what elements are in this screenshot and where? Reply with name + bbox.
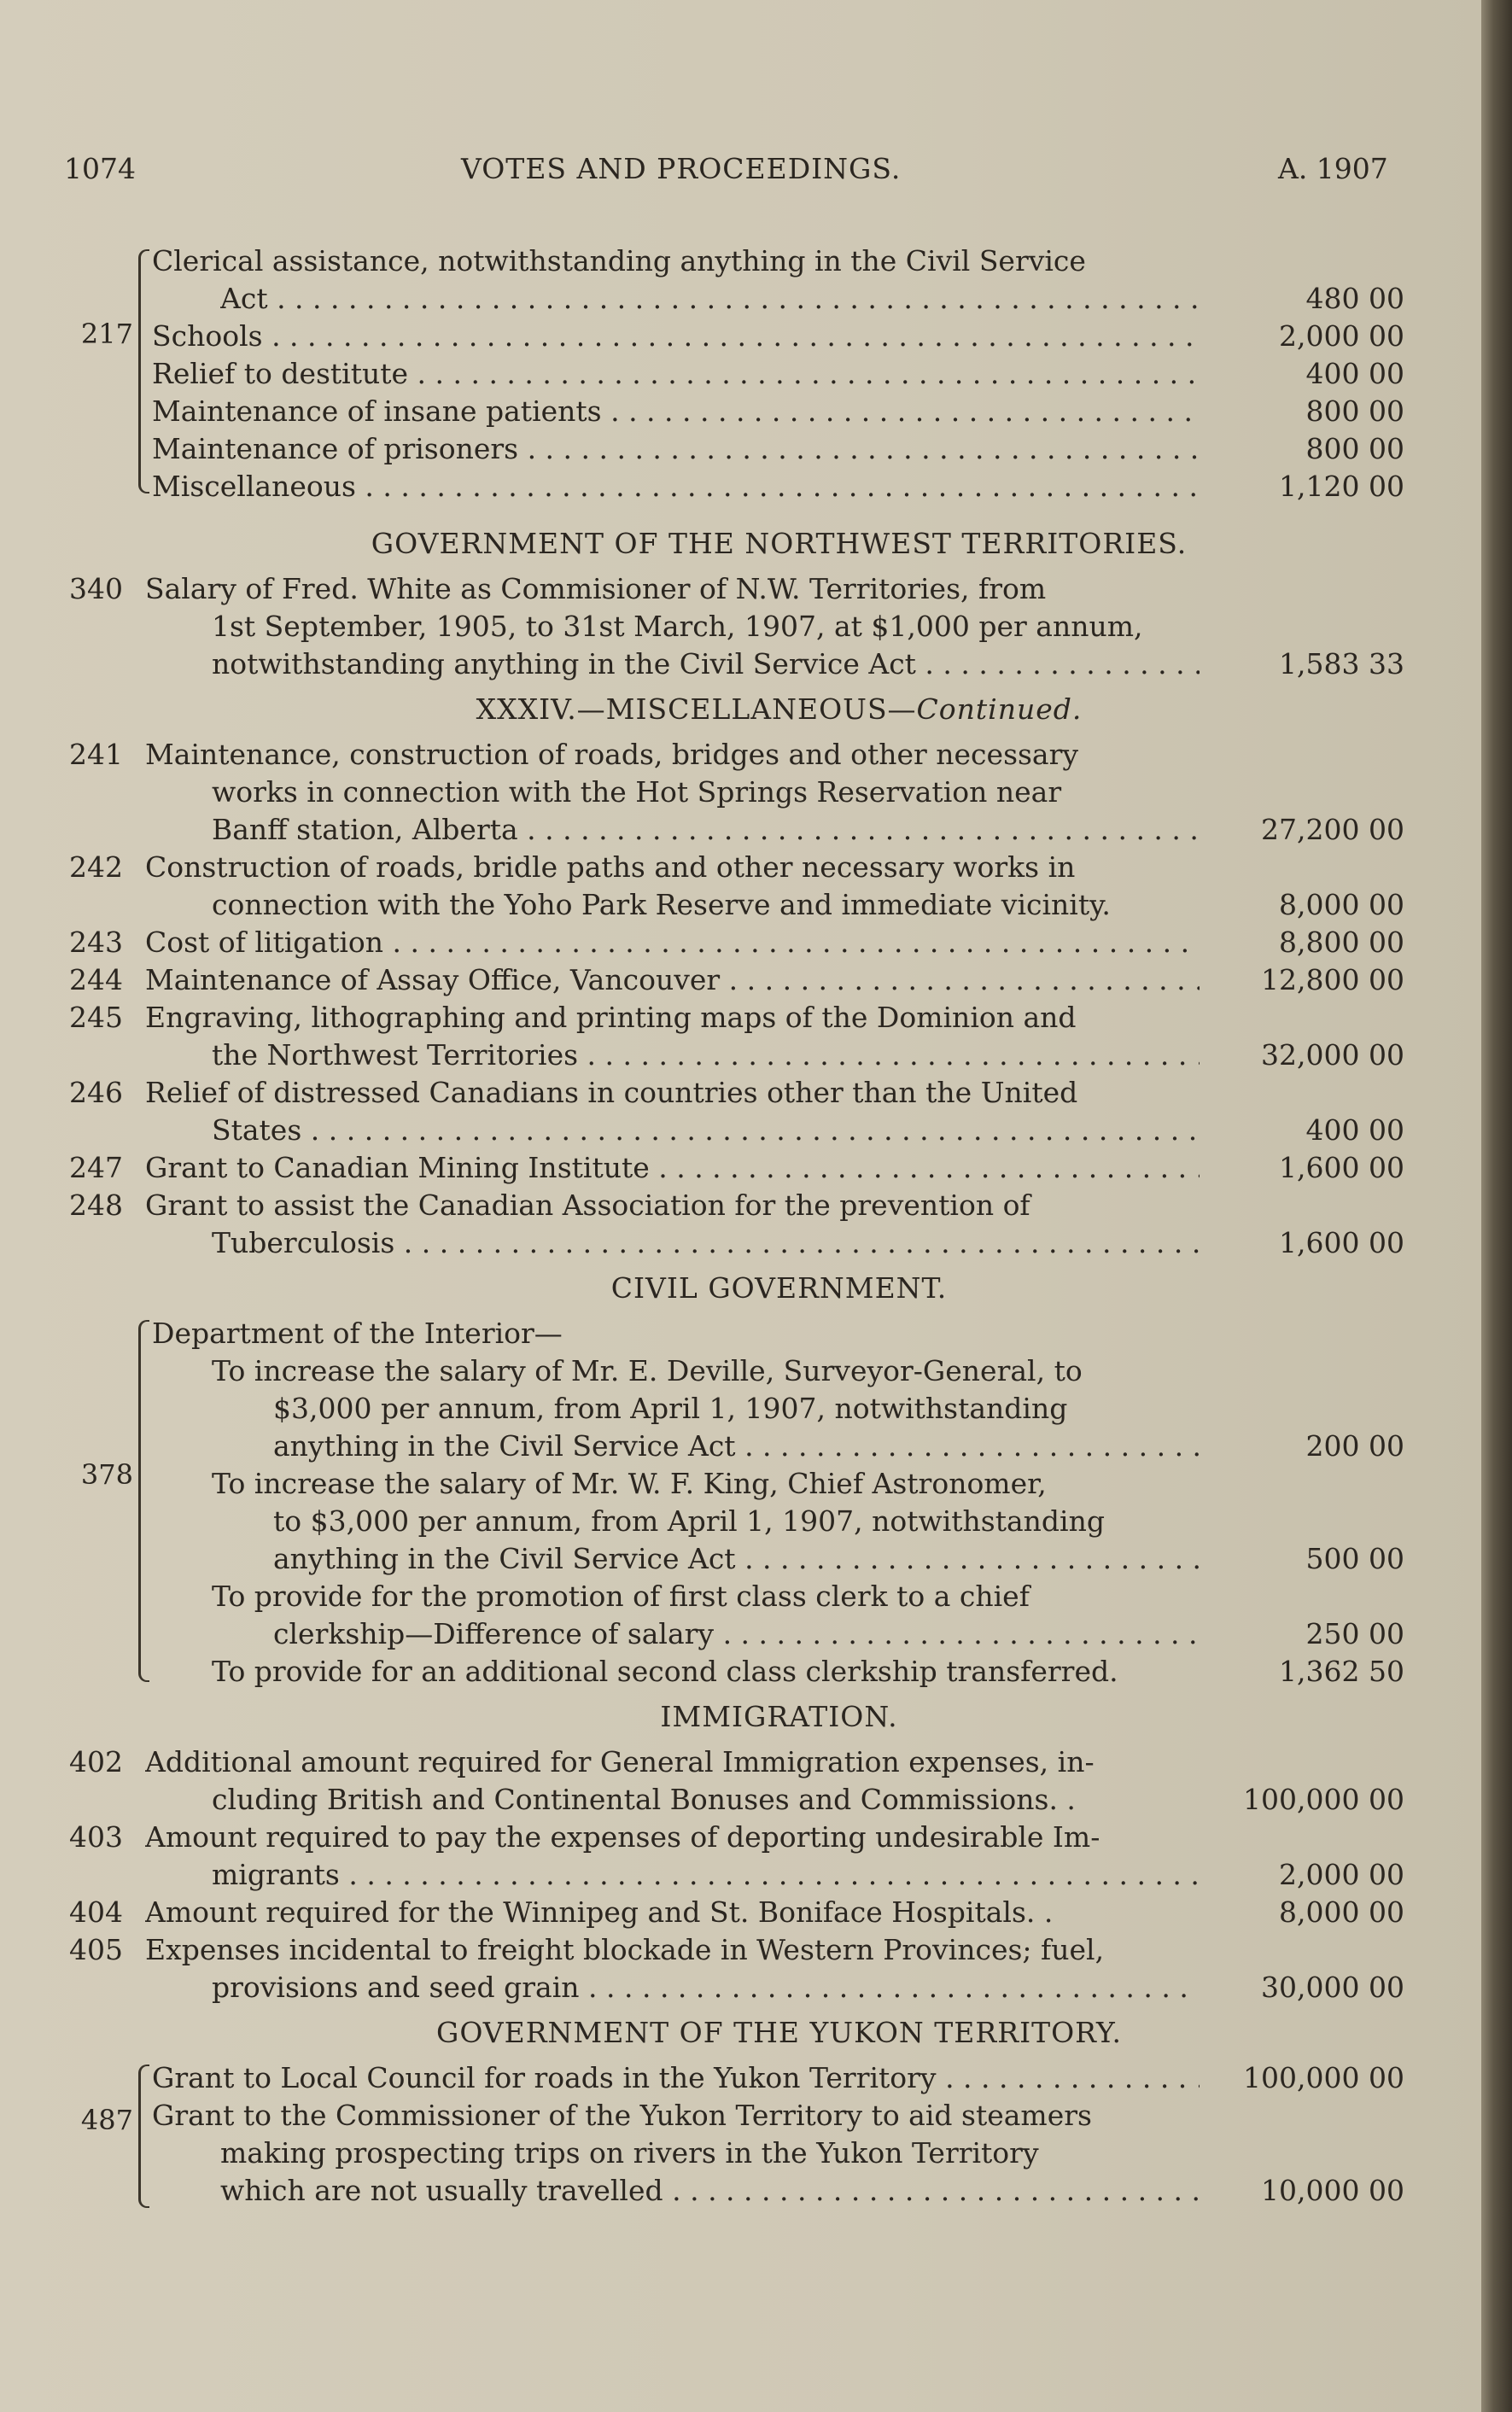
amount: 480 00 [1305,282,1404,315]
item-number: 378 [80,1458,133,1491]
section-heading: XXXIV.—MISCELLANEOUS—Continued. [476,692,1083,726]
running-title: VOTES AND PROCEEDINGS. [461,152,902,185]
line-item: 403 Amount required to pay the expenses of deporting undesirable Im- [0,1819,1481,1856]
amount: 1,362 50 [1279,1655,1404,1688]
line-item: connection with the Yoho Park Reserve and immediate vicinity. 8,000 00 [0,886,1481,924]
item-number: 245 [69,1001,123,1034]
line-item: $3,000 per annum, from April 1, 1907, notwithstanding [273,1392,1068,1425]
amount: 8,800 00 [1279,926,1404,959]
amount: 2,000 00 [1279,319,1404,353]
line-item: Grant to Local Council for roads in the Yukon Territory . . . 100,000 00 [0,2059,1481,2097]
amount: 250 00 [1305,1617,1404,1650]
item-number: 244 [69,963,123,996]
amount: 1,600 00 [1279,1151,1404,1184]
amount: 8,000 00 [1279,1895,1404,1929]
line-item: To provide for an additional second class clerkship transferred. 1,362 50 [0,1653,1481,1691]
item-number: 405 [69,1933,123,1966]
line-item: 246 Relief of distressed Canadians in countries other than the United [0,1074,1481,1112]
amount: 1,600 00 [1279,1226,1404,1259]
line-item: migrants . . . 2,000 00 [0,1856,1481,1894]
item-number: 242 [69,850,123,884]
amount: 1,583 33 [1279,647,1404,680]
year-label: A. 1907 [1278,152,1388,185]
item-number: 241 [69,738,123,771]
line-item: To increase the salary of Mr. E. Deville, Surveyor-General, to [212,1354,1083,1387]
amount: 400 00 [1305,1113,1404,1147]
amount: 27,200 00 [1261,813,1404,846]
amount: 8,000 00 [1279,888,1404,921]
line-item: notwithstanding anything in the Civil Service Act . . . 1,583 33 [0,645,1481,683]
line-item: To provide for the promotion of first class clerk to a chief [212,1580,1030,1613]
section-heading: IMMIGRATION. [660,1700,898,1733]
item-number: 403 [69,1820,123,1854]
item-number: 487 [80,2104,133,2136]
amount: 200 00 [1305,1429,1404,1463]
page-header [0,152,1481,195]
line-item: making prospecting trips on rivers in the Yukon Territory [220,2136,1039,2170]
item-number: 402 [69,1745,123,1778]
item-group-378 [0,1315,1481,1691]
line-item: 248 Grant to assist the Canadian Association for the prevention of [0,1187,1481,1224]
amount: 30,000 00 [1261,1971,1404,2004]
line-item: anything in the Civil Service Act . . . 200 00 [0,1428,1481,1465]
item-group-217 [0,242,1481,505]
line-item: To increase the salary of Mr. W. F. King, Chief Astronomer, [212,1467,1047,1500]
item-number: 404 [69,1895,123,1929]
line-item: 402 Additional amount required for General Immigration expenses, in- [0,1743,1481,1781]
item-group-487 [0,2059,1481,2210]
line-item: Clerical assistance, notwithstanding anything in the Civil Service [152,244,1086,277]
line-item: Relief to destitute . . . 400 00 [0,355,1481,393]
line-item: 242 Construction of roads, bridle paths and other necessary works in [0,849,1481,886]
item-number: 243 [69,926,123,959]
line-item: 244 Maintenance of Assay Office, Vancouver . . . 12,800 00 [0,961,1481,999]
item-number: 248 [69,1188,123,1222]
amount: 12,800 00 [1261,963,1404,996]
amount: 800 00 [1305,394,1404,428]
amount: 100,000 00 [1243,1783,1404,1816]
line-item: Grant to the Commissioner of the Yukon Territory to aid steamers [152,2099,1092,2132]
line-item: 243 Cost of litigation . . . 8,800 00 [0,924,1481,961]
amount: 10,000 00 [1261,2174,1404,2207]
page-number: 1074 [64,152,136,185]
book-spine-shadow [1481,0,1512,2412]
amount: 400 00 [1305,357,1404,390]
item-number: 247 [69,1151,123,1184]
line-item: 247 Grant to Canadian Mining Institute . . . 1,600 00 [0,1149,1481,1187]
section-heading: GOVERNMENT OF THE NORTHWEST TERRITORIES. [371,527,1188,560]
section-heading: GOVERNMENT OF THE YUKON TERRITORY. [435,2016,1123,2049]
amount: 800 00 [1305,432,1404,465]
line-item: the Northwest Territories . . . 32,000 00 [0,1037,1481,1074]
line-item: 405 Expenses incidental to freight blockade in Western Provinces; fuel, [0,1931,1481,1969]
item-number: 340 [69,572,123,605]
line-item: States . . . 400 00 [0,1112,1481,1149]
item-number: 217 [80,318,133,350]
line-item: to $3,000 per annum, from April 1, 1907, notwithstanding [273,1504,1105,1538]
line-item: anything in the Civil Service Act . . . 500 00 [0,1540,1481,1578]
amount: 2,000 00 [1279,1858,1404,1891]
line-item: Schools . . . 2,000 00 [0,318,1481,355]
amount: 32,000 00 [1261,1038,1404,1072]
section-heading: CIVIL GOVERNMENT. [610,1271,948,1305]
line-item: Tuberculosis . . . 1,600 00 [0,1224,1481,1262]
amount: 100,000 00 [1243,2061,1404,2094]
line-item: Miscellaneous . . . 1,120 00 [0,468,1481,505]
line-item: clerkship—Difference of salary . . . 250 00 [0,1615,1481,1653]
line-item: 340 Salary of Fred. White as Commisioner of N.W. Territories, from [0,570,1481,608]
line-item: Department of the Interior— [152,1317,563,1350]
amount: 500 00 [1305,1542,1404,1575]
line-item: cluding British and Continental Bonuses and Commissions. . 100,000 00 [0,1781,1481,1819]
amount: 1,120 00 [1279,470,1404,503]
line-item: Act . . . 480 00 [0,280,1481,318]
line-item: Maintenance of insane patients . . . 800 00 [0,393,1481,430]
line-item: Maintenance of prisoners . . . 800 00 [0,430,1481,468]
line-item: which are not usually travelled . . . 10,000 00 [0,2172,1481,2210]
line-item: works in connection with the Hot Springs Reservation near [212,775,1062,809]
line-item: provisions and seed grain . . . 30,000 00 [0,1969,1481,2006]
item-number: 246 [69,1076,123,1109]
document-body [0,242,1481,2210]
line-item: 404 Amount required for the Winnipeg and St. Boniface Hospitals. . 8,000 00 [0,1894,1481,1931]
line-item: 241 Maintenance, construction of roads, bridges and other necessary [0,736,1481,774]
line-item: 245 Engraving, lithographing and printing maps of the Dominion and [0,999,1481,1037]
line-item: 1st September, 1905, to 31st March, 1907, at $1,000 per annum, [212,610,1143,643]
line-item: Banff station, Alberta . . . 27,200 00 [0,811,1481,849]
